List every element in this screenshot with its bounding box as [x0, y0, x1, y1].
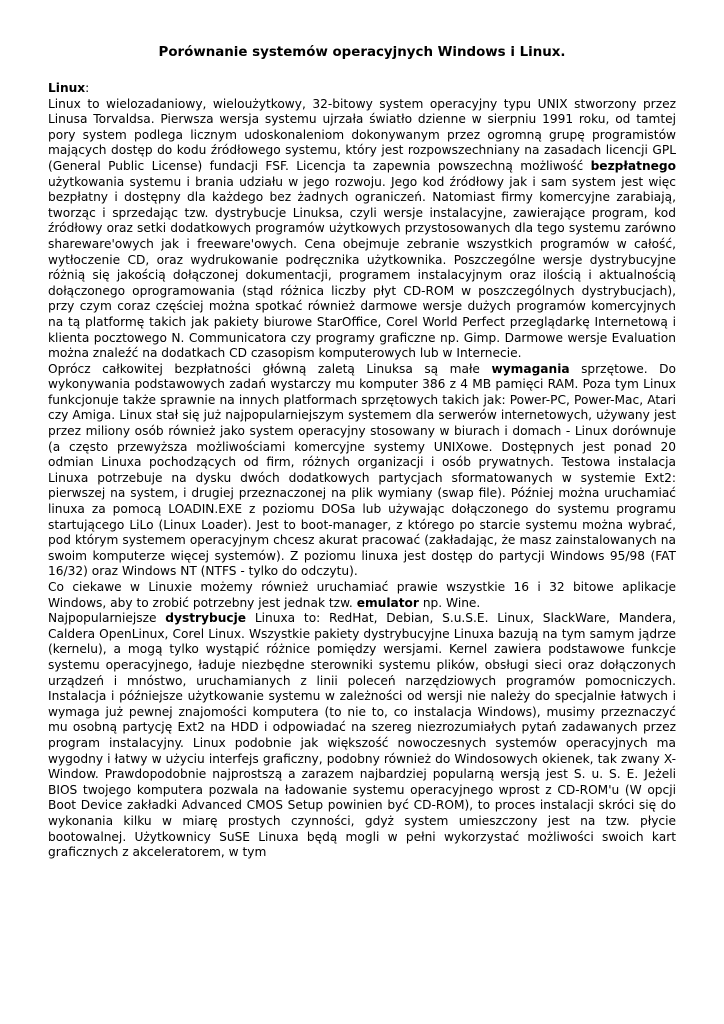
section-heading-linux [48, 81, 676, 97]
text-run: Najpopularniejsze [48, 611, 166, 626]
paragraph [48, 611, 676, 861]
bold-term: bezpłatnego [590, 158, 676, 173]
text-run: Linuxa to: RedHat, Debian, S.u.S.E. Linux, SlackWare, Mandera, Caldera OpenLinux, Corel Linux. Wszystkie pakiety dystrybucyjne Linuxa bazują na tym samym jądrze (kernelu), a mogą tylko wystąpić różnice pomiędzy wersjami. Kernel zawiera podstawowe funkcje systemu operacyjnego, ładuje niezbędne sterowniki systemu plików, obsługi sieci oraz dołączonych urządzeń i mnóstwo, uruchamianych z linii poleceń narzędziowych programów pomocniczych. Instalacja i późniejsze użytkowanie systemu w zależności od wersji nie należy do specjalnie łatwych i wymaga już pewnej znajomości komputera (to nie to, co instalacja Windows), musimy przeznaczyć mu osobną partycję Ext2 na HDD i odpowiadać na szereg niezrozumiałych pytań zadawanych przez program instalacyjny. Linux podobnie jak większość nowoczesnych systemów operacyjnych ma wygodny i łatwy w użyciu interfejs graficzny, podobny również do Windosowych okienek, tak zwany X-Window. Prawdopodobnie najprostszą a zarazem najbardziej popularną wersją jest S. u. S. E. Jeżeli BIOS twojego komputera pozwala na ładowanie systemu operacyjnego wprost z CD-ROM'u (W opcji Boot Device zakładki Advanced CMOS Setup powinien być CD-ROM), to proces instalacji skróci się do wykonania kilku w miarę prostych czynności, gdyż system umieszczony jest na tzw. płycie bootowalnej. Użytkownicy SuSE Linuxa będą mogli w pełni wykorzystać możliwości swoich kart graficznych z akceleratorem, w tym [48, 611, 676, 860]
text-run: użytkowania systemu i brania udziału w jego rozwoju. Jego kod źródłowy jak i sam system jest więc bezpłatny i dostępny dla każdego bez żadnych ograniczeń. Natomiast firmy komercyjne zarabiają, tworząc i sprzedając tzw. dystrybucje Linuksa, czyli wersje instalacyjne, zawierające program, kod źródłowy oraz setki dodatkowych programów użytkowych przystosowanych dla tego systemu zarówno shareware'owych jak i freeware'owych. Cena obejmuje zebranie wszystkich programów w całość, wytłoczenie CD, oraz wydrukowanie podręcznika użytkownika. Poszczególne wersje dystrybucyjne różnią się jakością dołączonej dokumentacji, programem instalacyjnym oraz ilością i aktualnością dołączonego oprogramowania (stąd różnica liczby płyt CD-ROM w poszczególnych dystrybucjach), przy czym coraz częściej można spotkać również darmowe wersje dużych programów komercyjnych na tą platformę takich jak pakiety biurowe StarOffice, Corel World Perfect przeglądarkę Internetową i klienta pocztowego N. Communicatora czy programy graficzne np. Gimp. Darmowe wersje Evaluation można znaleźć na dodatkach CD czasopism komputerowych lub w Internecie. [48, 174, 676, 361]
section-heading-label: Linux [48, 81, 86, 95]
body-text [48, 97, 676, 861]
text-run: Co ciekawe w Linuxie możemy również uruchamiać prawie wszystkie 16 i 32 bitowe aplikacje Windows, aby to zrobić potrzebny jest jednak tzw. [48, 580, 676, 610]
section-heading-colon: : [85, 81, 90, 95]
text-run: Linux to wielozadaniowy, wieloużytkowy, 32-bitowy system operacyjny typu UNIX stworzony przez Linusa Torvaldsa. Pierwsza wersja systemu ujrzała światło dzienne w sierpniu 1991 roku, od tamtej pory system podlega licznym udoskonaleniom dokonywanym przez ogromną grupę programistów mających dostęp do kodu źródłowego systemu, który jest rozpowszechniany na zasadach licencji GPL (General Public License) fundacji FSF. Licencja ta zapewnia powszechną możliwość [48, 96, 676, 173]
page-title: Porównanie systemów operacyjnych Windows i Linux. [158, 45, 566, 60]
bold-term: dystrybucje [165, 611, 247, 626]
bold-term: wymagania [491, 361, 570, 376]
paragraph [48, 580, 676, 611]
paragraph [48, 97, 676, 362]
paragraph [48, 362, 676, 580]
text-run: np. Wine. [418, 595, 481, 610]
text-run: sprzętowe. Do wykonywania podstawowych zadań wystarczy mu komputer 386 z 4 MB pamięci RAM. Poza tym Linux funkcjonuje także sprawnie na innych platformach sprzętowych takich jak: Power-PC, Power-Mac, Atari czy Amiga. Linux stał się już najpopularniejszym systemem dla serwerów internetowych, używany jest przez miliony osób również jako system operacyjny stosowany w biurach i domach - Linux dorównuje (a często przewyższa możliwościami komercyjne systemy UNIXowe. Dostępnych jest ponad 20 odmian Linuxa pochodzących od firm, różnych organizacji i osób prywatnych. Testowa instalacja Linuxa potrzebuje na dysku dwóch dodatkowych partycjach sformatowanych w systemie Ext2: pierwszej na system, i drugiej przeznaczonej na plik wymiany (swap file). Później można uruchamiać linuxa za pomocą LOADIN.EXE z poziomu DOSa lub używając dołączonego do systemu programu startującego LiLo (Linux Loader). Jest to boot-manager, z którego po starcie systemu można wybrać, pod którym systemem operacyjnym chcesz akurat pracować (zakładając, że masz zainstalowanych na swoim komputerze więcej systemów). Z poziomu linuxa jest dostęp do partycji Windows 95/98 (FAT 16/32) oraz Windows NT (NTFS - tylko do odczytu). [48, 361, 676, 579]
document-page [48, 44, 676, 861]
text-run: Oprócz całkowitej bezpłatności główną zaletą Linuksa są małe [48, 361, 492, 376]
bold-term: emulator [356, 595, 419, 610]
